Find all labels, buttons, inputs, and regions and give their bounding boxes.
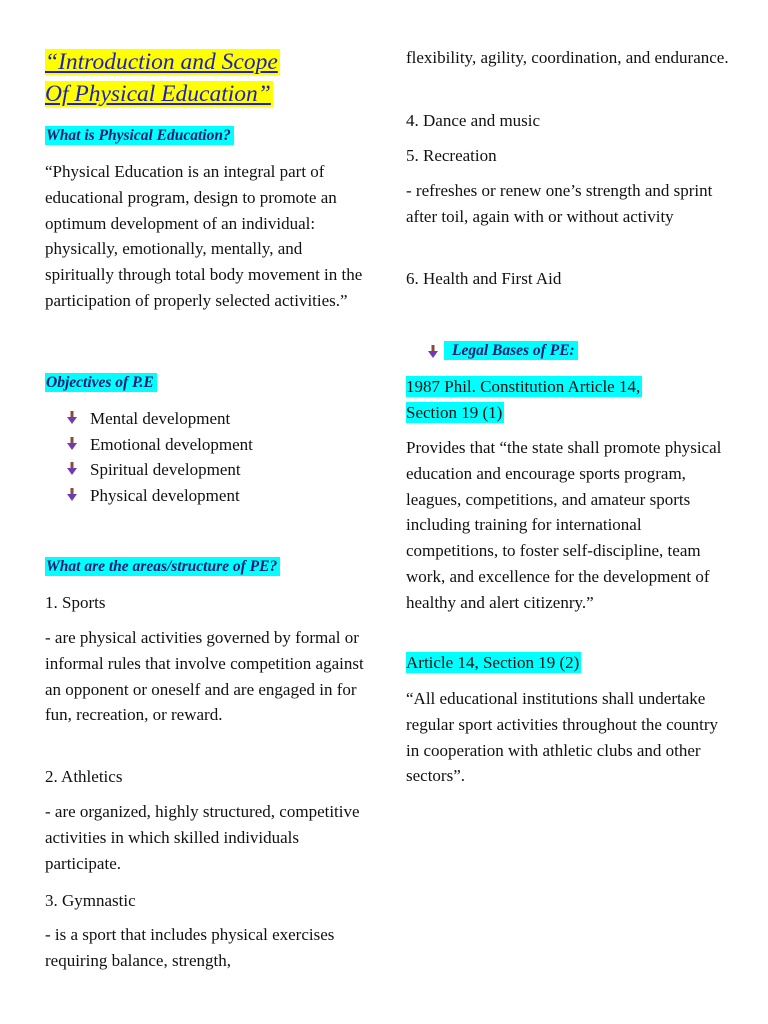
athletics-description: - are organized, highly structured, competitive activities in which skilled individuals participate. bbox=[45, 802, 360, 873]
constitution-reference: 1987 Phil. Constitution Article 14, Section 19 (1) bbox=[406, 377, 641, 422]
objectives-list bbox=[67, 408, 253, 510]
health-title: 6. Health and First Aid bbox=[406, 269, 562, 288]
down-arrow-icon bbox=[67, 488, 77, 502]
what-is-pe-heading: What is Physical Education? bbox=[45, 126, 234, 146]
gymnastic-continuation: flexibility, agility, coordination, and endurance. bbox=[406, 48, 729, 67]
list-item: Emotional development bbox=[67, 434, 253, 460]
down-arrow-icon bbox=[67, 411, 77, 425]
list-item: Spiritual development bbox=[67, 459, 253, 485]
objectives-heading: Objectives of P.E bbox=[45, 373, 157, 393]
sports-title: 1. Sports bbox=[45, 593, 106, 612]
gymnastic-title: 3. Gymnastic bbox=[45, 891, 136, 910]
provides-text: Provides that “the state shall promote physical education and encourage sports program, leagues, competitions, and amateur sports including training for international competitions, to foster self-discipline, team work, and excellence for the development of healthy and alert citizenry.” bbox=[406, 438, 722, 612]
list-item: Physical development bbox=[67, 485, 253, 511]
pe-definition: “Physical Education is an integral part of educational program, design to promote an optimum development of an individual: physically, emotionally, mentally, and spiritually through total body movement in the participation of properly selected activities.” bbox=[45, 162, 363, 310]
gymnastic-description: - is a sport that includes physical exercises requiring balance, strength, bbox=[45, 925, 335, 970]
recreation-description: - refreshes or renew one’s strength and sprint after toil, again with or without activity bbox=[406, 181, 713, 226]
legal-bases-heading: Legal Bases of PE: bbox=[428, 341, 578, 361]
article-2-text: “All educational institutions shall undertake regular sport activities throughout the country in cooperation with athletic clubs and other sectors”. bbox=[406, 689, 719, 786]
areas-heading: What are the areas/structure of PE? bbox=[45, 557, 280, 577]
title-line-1: “Introduction and Scope bbox=[45, 49, 278, 75]
article-2-reference: Article 14, Section 19 (2) bbox=[406, 653, 580, 672]
list-item: Mental development bbox=[67, 408, 253, 434]
down-arrow-icon bbox=[67, 437, 77, 451]
down-arrow-icon bbox=[67, 462, 77, 476]
athletics-title: 2. Athletics bbox=[45, 767, 123, 786]
dance-title: 4. Dance and music bbox=[406, 111, 541, 130]
down-arrow-icon bbox=[428, 345, 438, 359]
recreation-title: 5. Recreation bbox=[406, 146, 497, 165]
sports-description: - are physical activities governed by formal or informal rules that involve competition against an opponent or oneself and are engaged in for fun, recreation, or reward. bbox=[45, 628, 364, 725]
title-line-2: Of Physical Education” bbox=[45, 81, 271, 107]
document-title bbox=[45, 46, 280, 110]
